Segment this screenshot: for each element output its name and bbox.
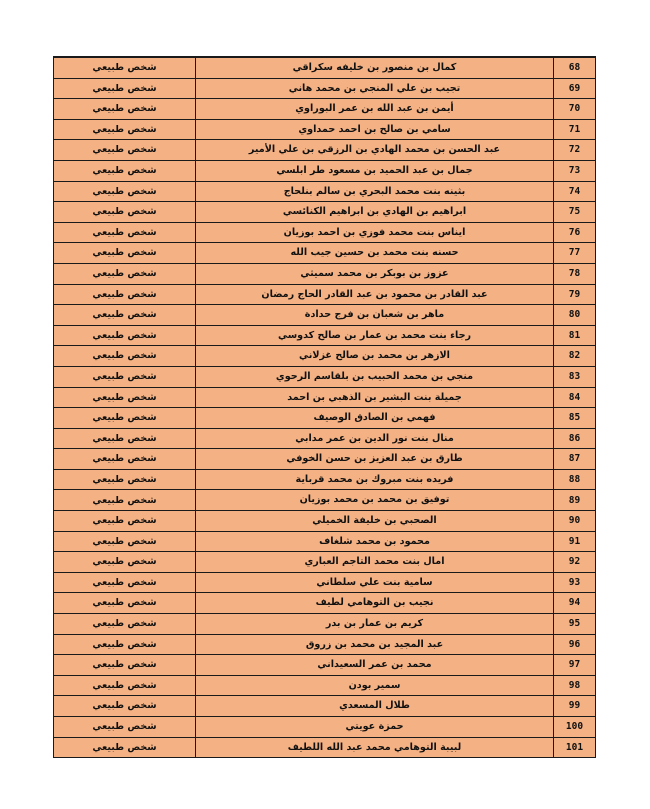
row-number-cell: 82	[554, 346, 596, 367]
table-row	[54, 717, 596, 738]
person-name-cell: محمد بن عمر السعيداني	[196, 655, 554, 676]
table-row	[54, 408, 596, 429]
table-row	[54, 552, 596, 573]
table-row	[54, 263, 596, 284]
person-type-cell: شخص طبيعي	[54, 469, 196, 490]
table-row	[54, 99, 596, 120]
person-type-cell: شخص طبيعي	[54, 325, 196, 346]
person-type-cell: شخص طبيعي	[54, 366, 196, 387]
table-row	[54, 325, 596, 346]
person-type-cell: شخص طبيعي	[54, 449, 196, 470]
person-name-cell: سامية بنت علي سلطاني	[196, 572, 554, 593]
person-type-cell: شخص طبيعي	[54, 140, 196, 161]
person-type-cell: شخص طبيعي	[54, 593, 196, 614]
person-name-cell: امال بنت محمد التاجم العباري	[196, 552, 554, 573]
person-name-cell: رجاء بنت محمد بن عمار بن صالح كدوسي	[196, 325, 554, 346]
row-number-cell: 83	[554, 366, 596, 387]
person-type-cell: شخص طبيعي	[54, 552, 196, 573]
person-type-cell: شخص طبيعي	[54, 202, 196, 223]
person-type-cell: شخص طبيعي	[54, 181, 196, 202]
table-row	[54, 387, 596, 408]
row-number-cell: 88	[554, 469, 596, 490]
person-type-cell: شخص طبيعي	[54, 160, 196, 181]
row-number-cell: 80	[554, 305, 596, 326]
person-type-cell: شخص طبيعي	[54, 243, 196, 264]
registry-table-body	[54, 57, 596, 758]
person-type-cell: شخص طبيعي	[54, 78, 196, 99]
person-type-cell: شخص طبيعي	[54, 737, 196, 758]
table-row	[54, 284, 596, 305]
person-type-cell: شخص طبيعي	[54, 346, 196, 367]
table-row	[54, 449, 596, 470]
person-name-cell: ماهر بن شعبان بن فرج حدادة	[196, 305, 554, 326]
row-number-cell: 76	[554, 222, 596, 243]
row-number-cell: 91	[554, 531, 596, 552]
person-type-cell: شخص طبيعي	[54, 696, 196, 717]
person-name-cell: طلال المسعدي	[196, 696, 554, 717]
row-number-cell: 92	[554, 552, 596, 573]
table-row	[54, 57, 596, 78]
table-row	[54, 614, 596, 635]
row-number-cell: 96	[554, 634, 596, 655]
person-name-cell: محمود بن محمد شلغاف	[196, 531, 554, 552]
person-type-cell: شخص طبيعي	[54, 222, 196, 243]
row-number-cell: 98	[554, 675, 596, 696]
person-type-cell: شخص طبيعي	[54, 614, 196, 635]
table-row	[54, 634, 596, 655]
row-number-cell: 86	[554, 428, 596, 449]
row-number-cell: 81	[554, 325, 596, 346]
person-type-cell: شخص طبيعي	[54, 57, 196, 78]
row-number-cell: 73	[554, 160, 596, 181]
table-row	[54, 696, 596, 717]
row-number-cell: 90	[554, 511, 596, 532]
person-type-cell: شخص طبيعي	[54, 428, 196, 449]
table-row	[54, 181, 596, 202]
row-number-cell: 85	[554, 408, 596, 429]
person-type-cell: شخص طبيعي	[54, 263, 196, 284]
row-number-cell: 100	[554, 717, 596, 738]
person-type-cell: شخص طبيعي	[54, 511, 196, 532]
row-number-cell: 68	[554, 57, 596, 78]
person-name-cell: الازهر بن محمد بن صالح غزلاني	[196, 346, 554, 367]
table-row	[54, 511, 596, 532]
person-type-cell: شخص طبيعي	[54, 387, 196, 408]
person-name-cell: سامي بن صالح بن احمد حمداوي	[196, 119, 554, 140]
person-name-cell: حمزة عويتي	[196, 717, 554, 738]
row-number-cell: 77	[554, 243, 596, 264]
table-row	[54, 305, 596, 326]
person-name-cell: سمير بودن	[196, 675, 554, 696]
table-row	[54, 737, 596, 758]
table-row	[54, 572, 596, 593]
table-row	[54, 428, 596, 449]
row-number-cell: 75	[554, 202, 596, 223]
person-name-cell: منجي بن محمد الحبيب بن بلقاسم الرحوي	[196, 366, 554, 387]
person-name-cell: عبد القادر بن محمود بن عبد القادر الحاج رمضان	[196, 284, 554, 305]
person-name-cell: حسنه بنت محمد بن حسين جيب الله	[196, 243, 554, 264]
row-number-cell: 87	[554, 449, 596, 470]
person-type-cell: شخص طبيعي	[54, 119, 196, 140]
row-number-cell: 84	[554, 387, 596, 408]
row-number-cell: 89	[554, 490, 596, 511]
row-number-cell: 74	[554, 181, 596, 202]
person-name-cell: ايناس بنت محمد فوزي بن احمد بوزيان	[196, 222, 554, 243]
table-row	[54, 675, 596, 696]
table-row	[54, 243, 596, 264]
row-number-cell: 71	[554, 119, 596, 140]
table-row	[54, 655, 596, 676]
row-number-cell: 94	[554, 593, 596, 614]
person-name-cell: كمال بن منصور بن خليفه سكراقي	[196, 57, 554, 78]
person-name-cell: جمال بن عبد الحميد بن مسعود طر ابلسي	[196, 160, 554, 181]
person-type-cell: شخص طبيعي	[54, 675, 196, 696]
table-row	[54, 366, 596, 387]
person-type-cell: شخص طبيعي	[54, 99, 196, 120]
person-type-cell: شخص طبيعي	[54, 717, 196, 738]
person-type-cell: شخص طبيعي	[54, 305, 196, 326]
row-number-cell: 69	[554, 78, 596, 99]
person-name-cell: عزوز بن بوبكر بن محمد سميثي	[196, 263, 554, 284]
person-name-cell: منال بنت نور الدين بن عمر مدابي	[196, 428, 554, 449]
person-type-cell: شخص طبيعي	[54, 572, 196, 593]
row-number-cell: 79	[554, 284, 596, 305]
table-row	[54, 160, 596, 181]
row-number-cell: 101	[554, 737, 596, 758]
row-number-cell: 93	[554, 572, 596, 593]
table-row	[54, 531, 596, 552]
table-row	[54, 202, 596, 223]
row-number-cell: 70	[554, 99, 596, 120]
row-number-cell: 99	[554, 696, 596, 717]
person-name-cell: فهمي بن الصادق الوصيف	[196, 408, 554, 429]
person-name-cell: بثينه بنت محمد البحري بن سالم بنلحاج	[196, 181, 554, 202]
person-name-cell: كريم بن عمار بن بدر	[196, 614, 554, 635]
table-row	[54, 490, 596, 511]
table-row	[54, 593, 596, 614]
person-name-cell: لبيبة التوهامي محمد عبد الله اللطيف	[196, 737, 554, 758]
person-type-cell: شخص طبيعي	[54, 284, 196, 305]
table-row	[54, 119, 596, 140]
person-name-cell: تجيب بن علي المنجي بن محمد هاني	[196, 78, 554, 99]
person-name-cell: عبد الحسن بن محمد الهادي بن الرزقي بن علي الأمير	[196, 140, 554, 161]
row-number-cell: 72	[554, 140, 596, 161]
person-name-cell: توفيق بن محمد بن محمد بوزيان	[196, 490, 554, 511]
person-name-cell: عبد المجيد بن محمد بن زروق	[196, 634, 554, 655]
row-number-cell: 95	[554, 614, 596, 635]
row-number-cell: 78	[554, 263, 596, 284]
table-row	[54, 469, 596, 490]
registry-table	[53, 56, 596, 758]
person-name-cell: ابراهيم بن الهادي بن ابراهيم الكنائسي	[196, 202, 554, 223]
table-row	[54, 78, 596, 99]
person-name-cell: فريده بنت مبروك بن محمد قرباية	[196, 469, 554, 490]
table-row	[54, 140, 596, 161]
person-name-cell: طارق بن عبد العزيز بن حسن الخوفي	[196, 449, 554, 470]
person-type-cell: شخص طبيعي	[54, 490, 196, 511]
row-number-cell: 97	[554, 655, 596, 676]
person-type-cell: شخص طبيعي	[54, 531, 196, 552]
table-row	[54, 222, 596, 243]
person-type-cell: شخص طبيعي	[54, 408, 196, 429]
person-name-cell: أيمن بن عبد الله بن عمر البوراوي	[196, 99, 554, 120]
person-name-cell: جميلة بنت البشير بن الذهبي بن احمد	[196, 387, 554, 408]
person-type-cell: شخص طبيعي	[54, 655, 196, 676]
table-row	[54, 346, 596, 367]
person-name-cell: نجيب بن التوهامي لطيف	[196, 593, 554, 614]
person-name-cell: الصحبي بن خليفة الخميلي	[196, 511, 554, 532]
person-type-cell: شخص طبيعي	[54, 634, 196, 655]
